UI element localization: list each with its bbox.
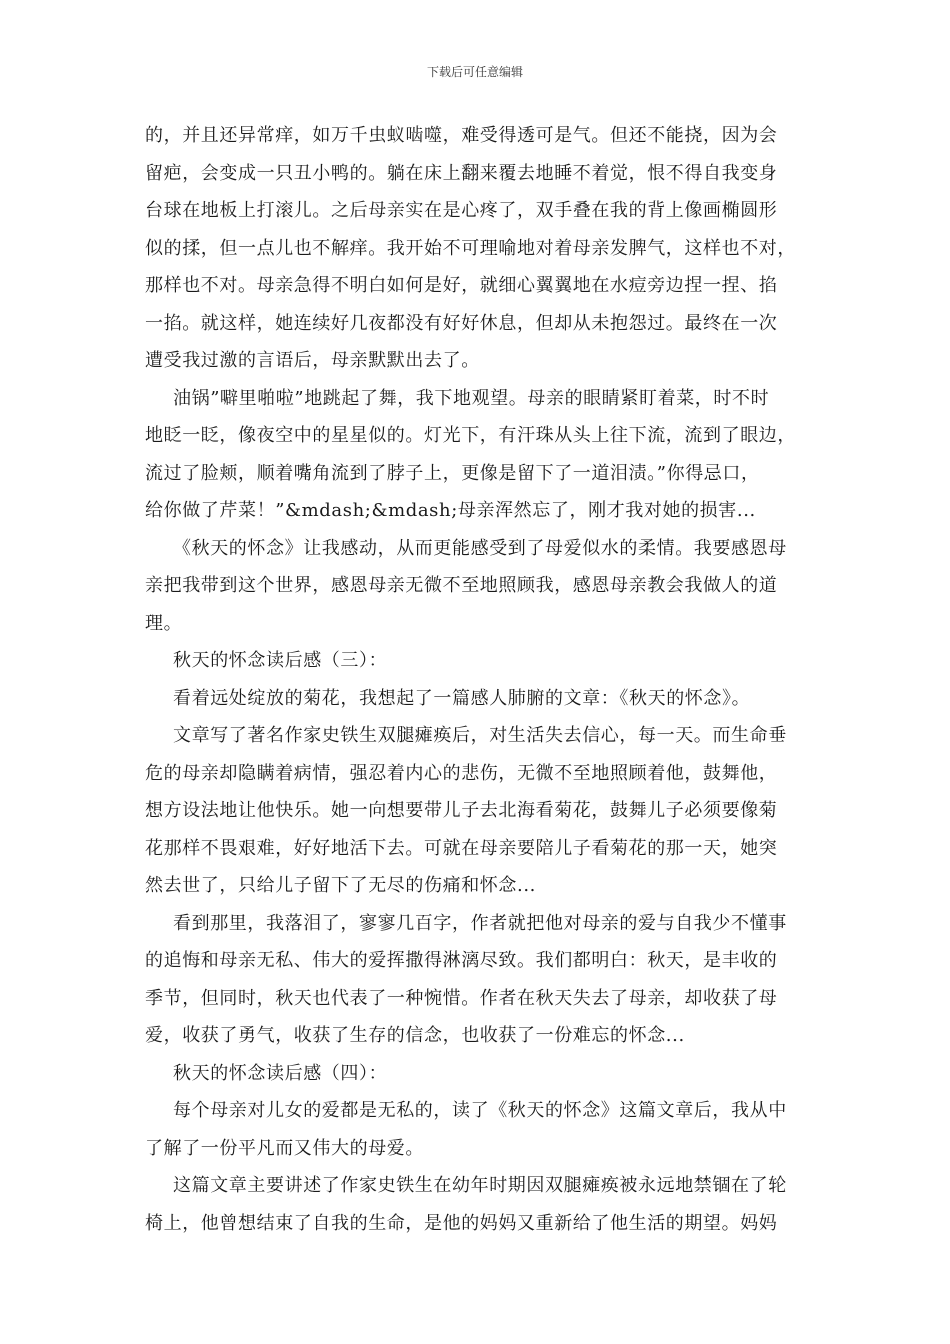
paragraph [145, 1055, 815, 1093]
text-line: 台球在地板上打滚儿。之后母亲实在是心疼了，双手叠在我的背上像画椭圆形 [145, 200, 778, 221]
text-line: 留疤，会变成一只丑小鸭的。躺在床上翻来覆去地睡不着觉，恨不得自我变身 [145, 162, 778, 184]
text-line: 然去世了，只给儿子留下了无尽的伤痛和怀念... [145, 875, 536, 896]
text-line: 爱，收获了勇气，收获了生存的信念，也收获了一份难忘的怀念... [145, 1025, 685, 1046]
paragraph [145, 530, 815, 643]
text-line: 亲把我带到这个世界，感恩母亲无微不至地照顾我，感恩母亲教会我做人的道 [145, 575, 778, 596]
paragraph [145, 1092, 815, 1167]
text-line: 了解了一份平凡而又伟大的母爱。 [145, 1137, 424, 1159]
paragraph [145, 905, 815, 1055]
paragraph [145, 680, 815, 718]
text-line: 那样也不对。母亲急得不明白如何是好，就细心翼翼地在水痘旁边捏一捏、掐 [145, 275, 778, 296]
text-line: 遭受我过激的言语后，母亲默默出去了。 [145, 350, 480, 371]
text-line: 这篇文章主要讲述了作家史铁生在幼年时期因双腿瘫痪被永远地禁锢在了轮 [173, 1175, 787, 1196]
text-line: 花那样不畏艰难，好好地活下去。可就在母亲要陪儿子看菊花的那一天，她突 [145, 837, 778, 859]
text-line: 椅上，他曾想结束了自我的生命，是他的妈妈又重新给了他生活的期望。妈妈 [145, 1212, 778, 1234]
text-line: 秋天的怀念读后感（三）： [173, 650, 388, 671]
text-line: 的追悔和母亲无私、伟大的爱挥撒得淋漓尽致。我们都明白：秋天，是丰收的 [145, 950, 778, 971]
text-line: 文章写了著名作家史铁生双腿瘫痪后，对生活失去信心，每一天。而生命垂 [173, 725, 787, 746]
text-line: 似的揉，但一点儿也不解痒。我开始不可理喻地对着母亲发脾气，这样也不对， [145, 237, 796, 259]
text-line: 油锅”噼里啪啦”地跳起了舞，我下地观望。母亲的眼睛紧盯着菜，时不时 [173, 387, 770, 409]
text-line: 每个母亲对儿女的爱都是无私的，读了《秋天的怀念》这篇文章后，我从中 [173, 1100, 787, 1121]
text-line: 给你做了芹菜！”&mdash;&mdash;母亲浑然忘了，刚才我对她的损害... [145, 500, 756, 521]
paragraph [145, 117, 815, 380]
text-line: 看着远处绽放的菊花，我想起了一篇感人肺腑的文章：《秋天的怀念》。 [173, 687, 751, 709]
paragraph [145, 380, 815, 530]
text-line: 秋天的怀念读后感（四）： [173, 1062, 388, 1084]
paragraph [145, 717, 815, 905]
text-line: 危的母亲却隐瞒着病情，强忍着内心的悲伤，无微不至地照顾着他，鼓舞他， [145, 762, 778, 784]
text-line: 理。 [145, 612, 183, 634]
text-line: 的，并且还异常痒，如万千虫蚁啮噬，难受得透可是气。但还不能挠，因为会 [145, 125, 778, 146]
header-note: 下载后可任意编辑 [426, 65, 523, 79]
text-line: 看到那里，我落泪了，寥寥几百字，作者就把他对母亲的爱与自我少不懂事 [173, 912, 787, 934]
text-line: 《秋天的怀念》让我感动，从而更能感受到了母爱似水的柔情。我要感恩母 [173, 537, 787, 559]
text-line: 想方设法地让他快乐。她一向想要带儿子去北海看菊花，鼓舞儿子必须要像菊 [145, 800, 778, 821]
text-line: 季节，但同时，秋天也代表了一种惋惜。作者在秋天失去了母亲，却收获了母 [145, 987, 778, 1009]
document-body [145, 117, 815, 1242]
text-line: 地眨一眨，像夜空中的星星似的。灯光下，有汗珠从头上往下流，流到了眼边， [145, 425, 796, 446]
paragraph [145, 642, 815, 680]
text-line: 一掐。就这样，她连续好几夜都没有好好休息，但却从未抱怨过。最终在一次 [145, 312, 778, 334]
paragraph [145, 1167, 815, 1242]
text-line: 流过了脸颊，顺着嘴角流到了脖子上，更像是留下了一道泪渍。”你得忌口， [145, 462, 760, 484]
